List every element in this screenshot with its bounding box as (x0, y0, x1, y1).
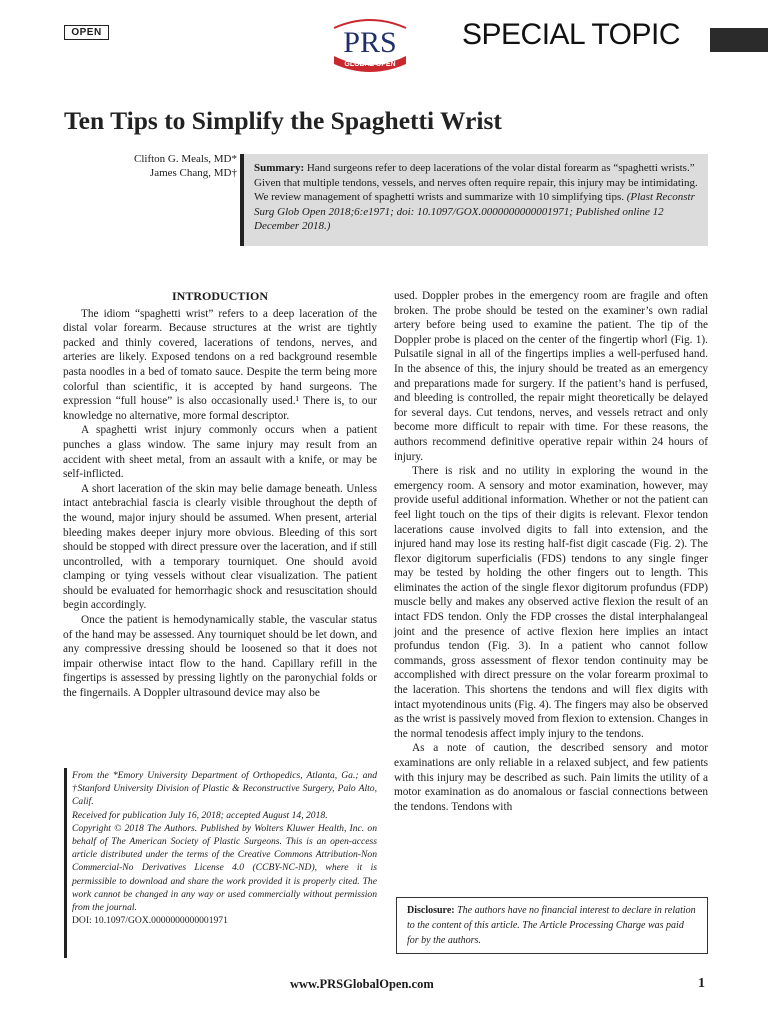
section-label: SPECIAL TOPIC (462, 18, 681, 51)
open-access-badge: OPEN (64, 25, 109, 40)
body-paragraph: A spaghetti wrist injury commonly occurs when a patient punches a glass window. The same injury may result from an accident with sheet metal, from an assault with a knife, or may be self-inflicted. (63, 424, 377, 481)
disclosure-label: Disclosure: (407, 905, 455, 916)
body-paragraph: A short laceration of the skin may belie damage beneath. Unless intact antebrachial fascia is clearly visible throughout the depth of the wound, major injury should be assumed. When present, arterial bleeding makes deeper injury more obvious. Bleeding of this sort should be stopped with direct pressure over the laceration, and if still uncontrolled, with a temporary tourniquet. One should avoid clamping or tying vessels without clear visualization. The patient should be evaluated for hemorrhagic shock and resuscitation should begin accordingly. (63, 482, 377, 612)
footer-url-link[interactable]: www.PRSGlobalOpen.com (290, 977, 434, 991)
body-paragraph: The idiom “spaghetti wrist” refers to a deep laceration of the distal volar forearm. Because structures at the wrist are tightly packed and thinly covered, lacerations of tendons, nerves, and arteries are likely. Exposed tendons on a red background resemble pasta noodles in a bed of tomato sauce. Despite the term being more colorful than scientific, it is accepted by hand surgeons. The expression “full house” is also occasionally used.¹ There is, to our knowledge no alternative, more formal descriptor. (63, 307, 377, 422)
affiliation-received: Received for publication July 16, 2018; accepted August 14, 2018. (72, 809, 328, 821)
body-paragraph: used. Doppler probes in the emergency room are fragile and often broken. The probe should be tested on the examiner’s own radial artery before being used to examine the patient. The tip of the Doppler probe is placed on the center of the fingertip whorl (Fig. 1). Pulsatile signal in all of the fingertips implies a well-perfused hand. In the absence of this, the injury should be treated as an emergency and preparations made for surgery. If the patient’s hand is perfused, and bleeding is controlled, the repair might theoretically be delayed for several days. Cut tendons, nerves, and vessels retract and only become more difficult to repair with time. For these reasons, the authors recommend definitive operative repair within 24 hours of injury. (394, 290, 708, 463)
affiliation-doi: DOI: 10.1097/GOX.0000000000001971 (72, 915, 228, 927)
logo-text-global-open: GLOBAL OPEN (344, 61, 396, 68)
prs-global-open-logo (330, 16, 410, 74)
disclosure-text: The authors have no financial interest to declare in relation to the content of this article. The Article Processing Charge was paid for by the authors. (407, 905, 696, 946)
body-column-right (394, 289, 708, 814)
article-title: Ten Tips to Simplify the Spaghetti Wrist (64, 106, 502, 135)
summary-label: Summary: (254, 162, 305, 174)
body-paragraph: As a note of caution, the described sensory and motor examinations are only reliable in a relaxed subject, and few patients with this injury may be described as such. Pain limits the utility of a motor examination as do anomalous or fascial connections between the tendons. Tendons with (394, 742, 708, 813)
section-heading: INTRODUCTION (171, 289, 268, 303)
affiliation-from: From the *Emory University Department of Orthopedics, Atlanta, Ga.; and †Stanford University Division of Plastic & Reconstructive Surgery, Palo Alto, Calif. (72, 770, 377, 808)
author-list (60, 152, 237, 180)
affiliation-copyright: Copyright © 2018 The Authors. Published by Wolters Kluwer Health, Inc. on behalf of The American Society of Plastic Surgeons. This is an open-access article distributed under the terms of the Creative Commons Attribution-Non Commercial-No Derivatives License 4.0 (CCBY-NC-ND), where it is permissible to download and share the work provided it is properly cited. The work cannot be changed in any way or used commercially without permission from the journal. (72, 822, 377, 914)
author-name: James Chang, MD† (149, 167, 237, 179)
body-column-left (63, 289, 377, 701)
disclosure-box (396, 897, 708, 954)
page-number: 1 (698, 976, 705, 991)
author-name: Clifton G. Meals, MD* (134, 153, 237, 165)
logo-text-prs: PRS (343, 26, 397, 59)
body-paragraph: Once the patient is hemodynamically stable, the vascular status of the hand may be assessed. Any tourniquet should be let down, and any compressive dressing should be loosened so that it does not impair otherwise intact flow to the hand. Capillary refill in the fingertips is assessed by pressing lightly on the paronychial folds or the fingernails. A Doppler ultrasound device may also be (63, 614, 377, 700)
affiliation-accent-bar (64, 768, 67, 958)
affiliation-block (72, 769, 377, 927)
summary-text: Hand surgeons refer to deep lacerations of the volar distal forearm as “spaghetti wrists.” Given that multiple tendons, vessels, and nerves often require repair, this injury may be intimidating. We review management of spaghetti wrists and summarize with 10 simplifying tips. (254, 162, 698, 204)
summary-citation: (Plast Reconstr Surg Glob Open 2018;6:e1971; doi: 10.1097/GOX.0000000000001971; Published online 12 December 2018.) (254, 191, 695, 233)
section-label-bar (710, 28, 768, 52)
summary-box (244, 154, 708, 246)
body-paragraph: There is risk and no utility in exploring the wound in the emergency room. A sensory and motor examination, however, may provide useful additional information. Whether or not the patient can feel light touch on the tips of their digits is relevant. Flexor tendon lacerations cause involved digits to fall into extension, and the injured hand may lose its resting half-fist digit cascade (Fig. 2). The flexor digitorum superficialis (FDS) tendons to any single finger may be tested by holding the other fingers out to length. This eliminates the action of the single flexor digitorum profundus (FDP) muscle belly and makes any observed active flexion the result of an intact FDS tendon. Only the FDP crosses the distal interphalangeal joint and the presence of active flexion here implies an intact profundus tendon (Fig. 3). In a patient who cannot follow commands, gross assessment of flexor tendon continuity may be accomplished with direct pressure on the volar forearm proximal to the laceration. This shortens the tendons and will flex digits with intact myotendinous units (Fig. 4). The fingers may also be observed as the wrist is passively moved from flexion to extension. Changes in the normal tenodesis affect imply injury to the tendons. (394, 465, 708, 740)
